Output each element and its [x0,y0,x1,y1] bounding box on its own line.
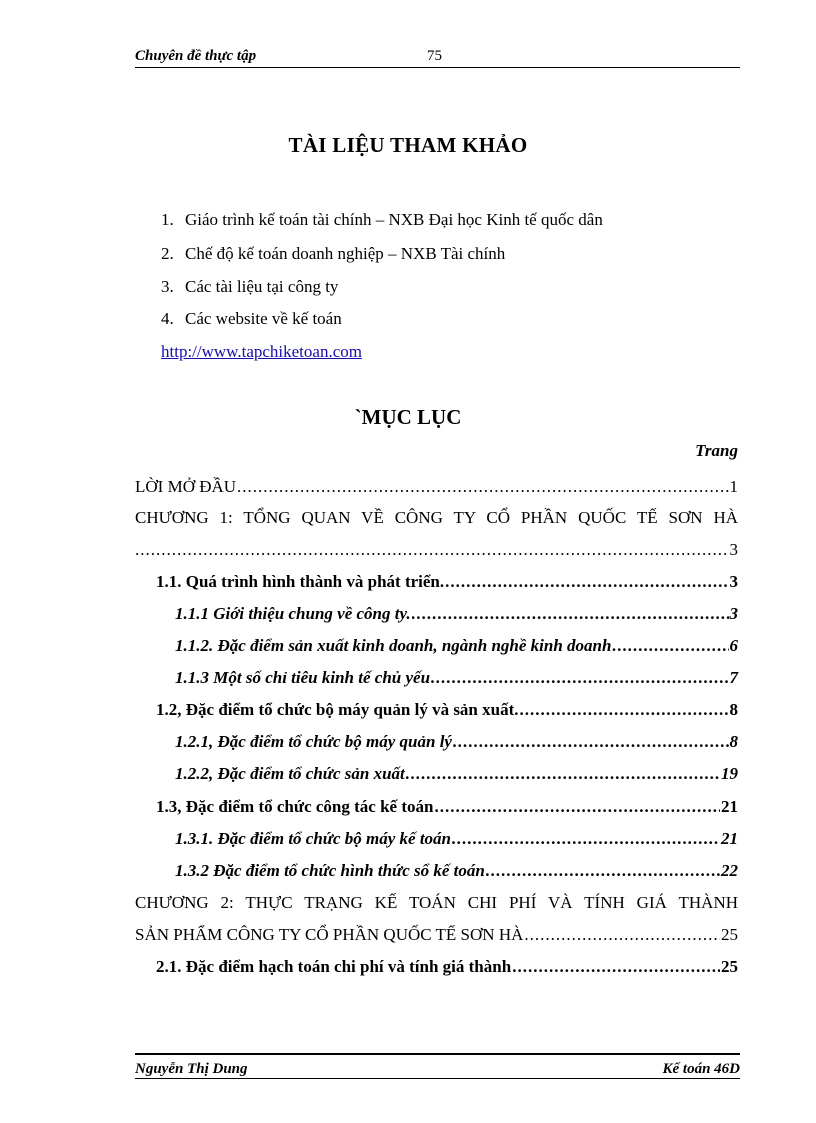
toc-entry-page: 25 [721,925,738,944]
toc-entry[interactable] [175,604,738,628]
toc-leader [237,477,728,497]
toc-entry-text: 1.1.2. Đặc điểm sản xuất kinh doanh, ngành nghề kinh doanh [175,636,612,655]
toc-entry-page: 1 [729,477,738,496]
toc-entry-text: 1.1.3 Một số chỉ tiêu kinh tế chủ yếu [175,668,431,687]
toc-entry[interactable] [156,957,738,981]
toc-entry[interactable] [135,477,738,501]
reference-item [161,210,603,230]
toc-leader [524,925,720,945]
page-header [135,48,740,68]
toc-leader [452,829,720,849]
reference-text: Các tài liệu tại công ty [185,277,339,296]
toc-title: `MỤC LỤC [354,405,462,429]
toc-entry-text: LỜI MỞ ĐẦU [135,477,237,496]
toc-leader [612,636,728,656]
toc-entry-page: 8 [729,700,738,719]
toc-entry-text: 1.1. Quá trình hình thành và phát triển. [156,572,445,591]
toc-entry[interactable] [175,636,738,660]
header-doc-title: Chuyên đề thực tập [135,48,257,64]
toc-entry[interactable] [175,668,738,692]
reference-text: Chế độ kế toán doanh nghiệp – NXB Tài chính [185,244,506,263]
toc-entry-page: 3 [729,540,738,559]
reference-item [161,277,338,297]
toc-entry-text: 1.3.2 Đặc điểm tổ chức hình thức sổ kế toán [175,861,485,880]
toc-entry-text: 1.2.2, Đặc điểm tổ chức sản xuất [175,764,405,783]
reference-link[interactable]: http://www.tapchiketoan.com [161,342,362,361]
toc-leader [445,572,728,592]
reference-text: Giáo trình kế toán tài chính – NXB Đại học Kinh tế quốc dân [185,210,603,229]
toc-entry-text[interactable]: CHƯƠNG 2: THỰC TRẠNG KẾ TOÁN CHI PHÍ VÀ TÍNH GIÁ THÀNH [135,893,738,912]
toc-entry[interactable] [156,797,738,821]
toc-entry-page: 7 [729,668,738,687]
footer-rule [135,1078,740,1079]
toc-leader [412,604,729,624]
toc-leader [512,957,720,977]
toc-page-label: Trang [695,441,738,460]
toc-entry-text: 2.1. Đặc điểm hạch toán chi phí và tính giá thành [156,957,512,976]
toc-entry-text: 1.2, Đặc điểm tổ chức bộ máy quản lý và sản xuất. [156,700,519,719]
toc-leader [406,764,720,784]
toc-leader [520,700,729,720]
toc-entry-page: 21 [721,797,738,816]
toc-entry-text[interactable]: CHƯƠNG 1: TỔNG QUAN VỀ CÔNG TY CỔ PHẦN QUỐC TẾ SƠN HÀ [135,508,738,527]
toc-leader [434,797,720,817]
reference-item [161,309,342,329]
toc-entry[interactable] [175,829,738,853]
toc-leader [135,540,729,560]
reference-item [161,244,505,264]
reference-number: 2. [161,244,174,263]
toc-entry[interactable] [156,572,738,596]
toc-entry-page: 21 [721,829,738,848]
toc-entry-text: 1.2.1, Đặc điểm tổ chức bộ máy quản lý [175,732,452,751]
page-footer [135,1053,740,1075]
toc-entry-text: 1.3.1. Đặc điểm tổ chức bộ máy kế toán [175,829,452,848]
toc-entry-page: 3 [729,604,738,623]
header-page-number: 75 [427,48,442,64]
footer-class: Kế toán 46D [662,1061,740,1077]
reference-number: 1. [161,210,174,229]
toc-leader [453,732,729,752]
toc-entry-page: 19 [721,764,738,783]
toc-entry-text: 1.1.1 Giới thiệu chung về công ty. [175,604,411,623]
reference-number: 3. [161,277,174,296]
toc-entry-page: 6 [729,636,738,655]
toc-entry-page: 25 [721,957,738,976]
footer-author: Nguyễn Thị Dung [135,1061,248,1077]
toc-entry [135,540,738,564]
toc-entry-text: 1.3, Đặc điểm tổ chức công tác kế toán [156,797,434,816]
references-title: TÀI LIỆU THAM KHẢO [288,133,528,157]
toc-entry[interactable] [175,861,738,885]
toc-entry[interactable] [135,925,738,949]
reference-text: Các website về kế toán [185,309,342,328]
toc-entry-page: 8 [729,732,738,751]
toc-entry[interactable] [175,764,738,788]
toc-entry-page: 22 [721,861,738,880]
reference-number: 4. [161,309,174,328]
toc-entry[interactable] [175,732,738,756]
toc-leader [486,861,720,881]
toc-entry-text: SẢN PHẨM CÔNG TY CỔ PHẦN QUỐC TẾ SƠN HÀ [135,925,524,944]
toc-entry[interactable] [156,700,738,724]
toc-entry-page: 3 [729,572,738,591]
toc-leader [431,668,728,688]
